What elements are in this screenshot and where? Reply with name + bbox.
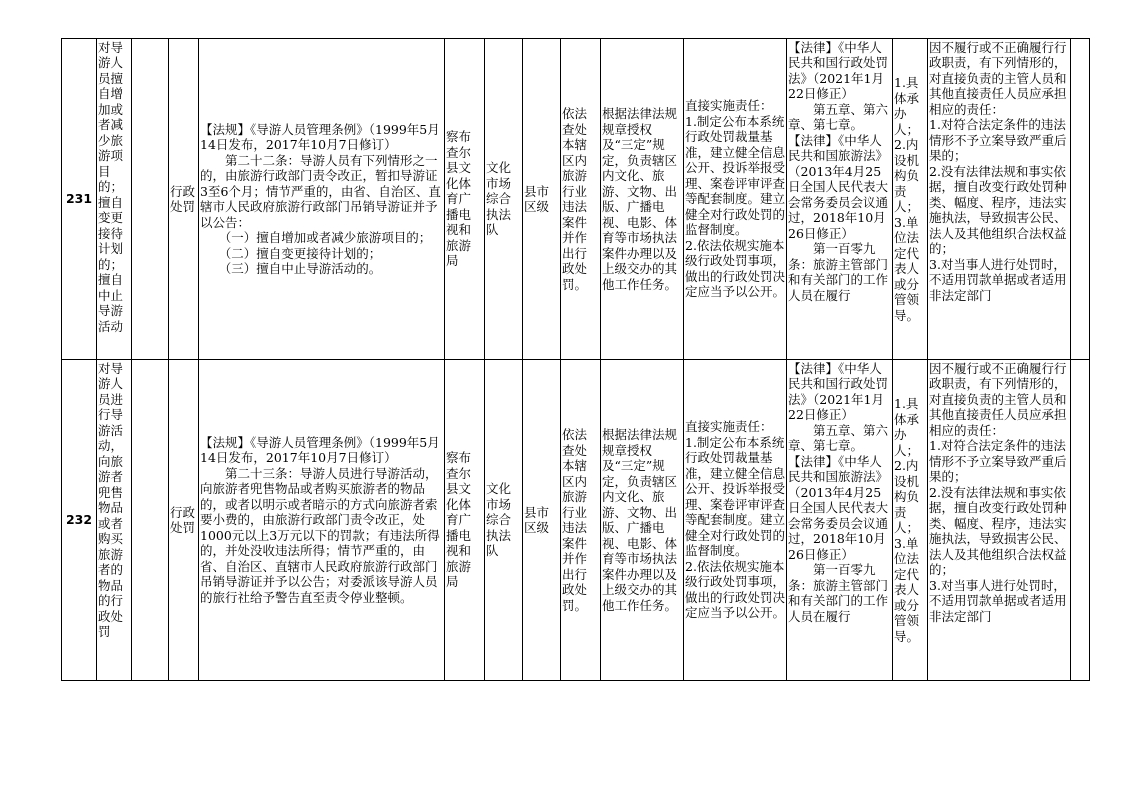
legal-basis-cell: 【法规】《导游人员管理条例》（1999年5月14日发布，2017年10月7日修订） 第二十三条：导游人员进行导游活动，向旅游者兜售物品或者购买旅游者的物品的，或者以明示或者暗示的方式向旅游者索要小费的，由旅游行政部门责令改正，处1000元以上3万元以下的罚款；有违法所得的，并处没收违法所得；情节严重的，由省、自治区、直辖市人民政府旅游行政部门吊销导游证并予以公告；对委派该导游人员的旅行社给予警告直至责令停业整顿。 — [199, 360, 445, 681]
row-number: 232 — [62, 360, 97, 681]
unit-cell: 文化市场综合执法队 — [485, 360, 523, 681]
unit-cell: 文化市场综合执法队 — [485, 39, 523, 360]
category-cell: 行政处罚 — [169, 360, 199, 681]
category-cell: 行政处罚 — [169, 39, 199, 360]
law-basis-cell: 【法律】《中华人民共和国行政处罚法》（2021年1月22日修正） 第五章、第六章、第七章。 【法律】《中华人民共和国旅游法》（2013年4月25日全国人民代表大会常务委员会议通过，2018年10月26日修正） 第一百零九条：旅游主管部门和有关部门的工作人员在履行 — [787, 360, 893, 681]
note-cell — [1071, 360, 1090, 681]
row-number: 231 — [62, 39, 97, 360]
responsible-subject-cell: 1.具体承办人； 2.内设机构负责人； 3.单位法定代表人或分管领导。 — [893, 360, 928, 681]
responsibility-cell: 直接实施责任： 1.制定公布本系统行政处罚裁量基准，建立健全信息公开、投诉举报受理、案卷评审评查等配套制度。建立健全对行政处罚的监督制度。 2.依法依规实施本级行政处罚事项，做出的行政处罚决定应当予以公开。 — [684, 39, 787, 360]
item-name-cell: 对导游人员擅自增加或者减少旅游项目的；擅自变更接待计划的；擅自中止导游活动 — [97, 39, 132, 360]
power-list-table — [61, 38, 1090, 681]
sub-item-cell — [132, 39, 169, 360]
liability-cell: 因不履行或不正确履行行政职责，有下列情形的，对直接负责的主管人员和其他直接责任人员应承担相应的责任： 1.对符合法定条件的违法情形不予立案导致严重后果的； 2.没有法律法规和事实依据，擅自改变行政处罚种类、幅度、程序，违法实施执法，导致损害公民、法人及其他组织合法权益的； 3.对当事人进行处罚时，不适用罚款单据或者适用非法定部门 — [928, 360, 1071, 681]
power-content-cell: 依法查处本辖区内旅游行业违法案件并作出行政处罚。 — [561, 39, 601, 360]
division-cell: 根据法律法规规章授权及“三定”规定，负责辖区内文化、旅游、文物、出版、广播电视、电影、体育等市场执法案件办理以及上级交办的其他工作任务。 — [601, 360, 684, 681]
division-cell: 根据法律法规规章授权及“三定”规定，负责辖区内文化、旅游、文物、出版、广播电视、电影、体育等市场执法案件办理以及上级交办的其他工作任务。 — [601, 39, 684, 360]
level-cell: 县市区级 — [523, 360, 561, 681]
power-content-cell: 依法查处本辖区内旅游行业违法案件并作出行政处罚。 — [561, 360, 601, 681]
note-cell — [1071, 39, 1090, 360]
department-cell: 察布查尔县文化体育广播电视和旅游局 — [445, 360, 485, 681]
level-cell: 县市区级 — [523, 39, 561, 360]
department-cell: 察布查尔县文化体育广播电视和旅游局 — [445, 39, 485, 360]
responsibility-cell: 直接实施责任： 1.制定公布本系统行政处罚裁量基准，建立健全信息公开、投诉举报受理、案卷评审评查等配套制度。建立健全对行政处罚的监督制度。 2.依法依规实施本级行政处罚事项，做出的行政处罚决定应当予以公开。 — [684, 360, 787, 681]
responsible-subject-cell: 1.具体承办人； 2.内设机构负责人； 3.单位法定代表人或分管领导。 — [893, 39, 928, 360]
law-basis-cell: 【法律】《中华人民共和国行政处罚法》（2021年1月22日修正） 第五章、第六章、第七章。 【法律】《中华人民共和国旅游法》（2013年4月25日全国人民代表大会常务委员会议通过，2018年10月26日修正） 第一百零九条：旅游主管部门和有关部门的工作人员在履行 — [787, 39, 893, 360]
table-row — [62, 39, 1090, 360]
legal-basis-cell: 【法规】《导游人员管理条例》（1999年5月14日发布，2017年10月7日修订） 第二十二条：导游人员有下列情形之一的，由旅游行政部门责令改正，暂扣导游证3至6个月；情节严重的，由省、自治区、直辖市人民政府旅游行政部门吊销导游证并予以公告： （一）擅自增加或者减少旅游项目的； （二）擅自变更接待计划的； （三）擅自中止导游活动的。 — [199, 39, 445, 360]
item-name-cell: 对导游人员进行导游活动，向旅游者兜售物品或者购买旅游者的物品的行政处罚 — [97, 360, 132, 681]
table-row — [62, 360, 1090, 681]
liability-cell: 因不履行或不正确履行行政职责，有下列情形的，对直接负责的主管人员和其他直接责任人员应承担相应的责任： 1.对符合法定条件的违法情形不予立案导致严重后果的； 2.没有法律法规和事实依据，擅自改变行政处罚种类、幅度、程序，违法实施执法，导致损害公民、法人及其他组织合法权益的； 3.对当事人进行处罚时，不适用罚款单据或者适用非法定部门 — [928, 39, 1071, 360]
sub-item-cell — [132, 360, 169, 681]
